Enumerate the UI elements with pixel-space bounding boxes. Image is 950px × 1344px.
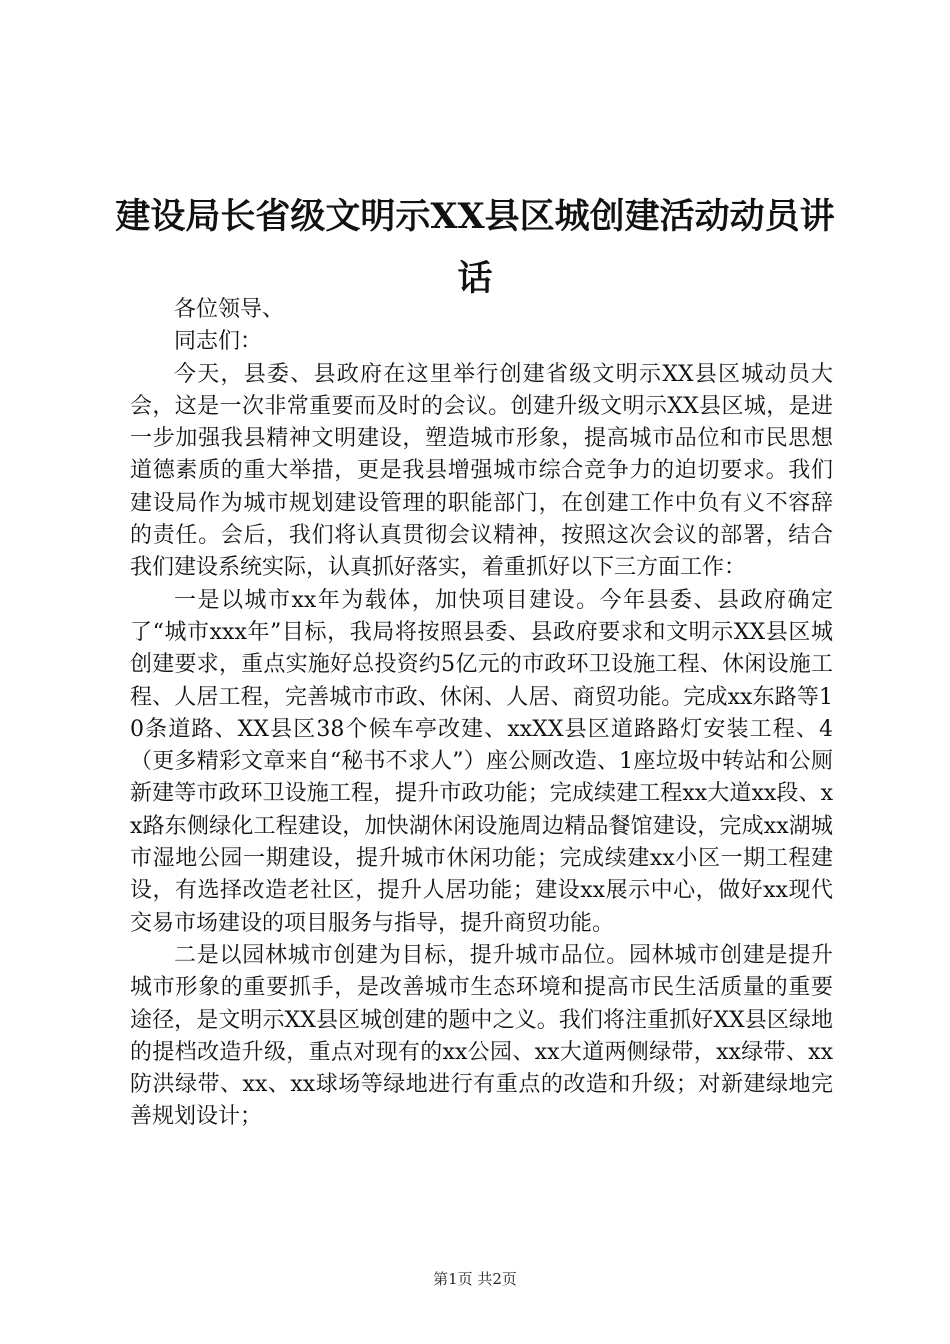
salutation-line-2: 同志们： (174, 329, 263, 355)
paragraph-second-task: 二是以园林城市创建为目标，提升城市品位。园林城市创建是提升城市形象的重要抓手，是改善城市生态环境和提高市民生活质量的重要途径，是文明示XX县区城创建的题中之义。我们将注重抓好XX县区绿地的提档改造升级，重点对现有的xx公园、xx大道两侧绿带，xx绿带、xx防洪绿带、xx、xx球场等绿地进行有重点的改造和升级；对新建绿地完善规划设计； (130, 942, 833, 1130)
salutation-line-1: 各位领导、 (174, 297, 285, 322)
document-body (130, 294, 833, 1134)
paragraph-first-task: 一是以城市xx年为载体，加快项目建设。今年县委、县政府确定了“城市xxx年”目标，我局将按照县委、县政府要求和文明示XX县区城创建要求，重点实施好总投资约5亿元的市政环卫设施工程、休闲设施工程、人居工程，完善城市市政、休闲、人居、商贸功能。完成xx东路等10条道路、XX县区38个候车亭改建、xxXX县区道路路灯安装工程、4（更多精彩文章来自“秘书不求人”）座公厕改造、1座垃圾中转站和公厕新建等市政环卫设施工程，提升市政功能；完成续建工程xx大道xx段、xx路东侧绿化工程建设，加快湖休闲设施周边精品餐馆建设，完成xx湖城市湿地公园一期建设，提升城市休闲功能；完成续建xx小区一期工程建设，有选择改造老社区，提升人居功能；建设xx展示中心，做好xx现代交易市场建设的项目服务与指导，提升商贸功能。 (130, 587, 833, 936)
document-title: 建设局长省级文明示XX县区城创建活动动员讲话 (115, 196, 835, 299)
page-number-footer: 第1页 共2页 (433, 1270, 517, 1288)
paragraph-intro: 今天，县委、县政府在这里举行创建省级文明示XX县区城动员大会，这是一次非常重要而及时的会议。创建升级文明示XX县区城，是进一步加强我县精神文明建设，塑造城市形象，提高城市品位和市民思想道德素质的重大举措，更是我县增强城市综合竞争力的迫切要求。我们建设局作为城市规划建设管理的职能部门，在创建工作中负有义不容辞的责任。会后，我们将认真贯彻会议精神，按照这次会议的部署，结合我们建设系统实际，认真抓好落实，着重抓好以下三方面工作： (130, 361, 833, 581)
